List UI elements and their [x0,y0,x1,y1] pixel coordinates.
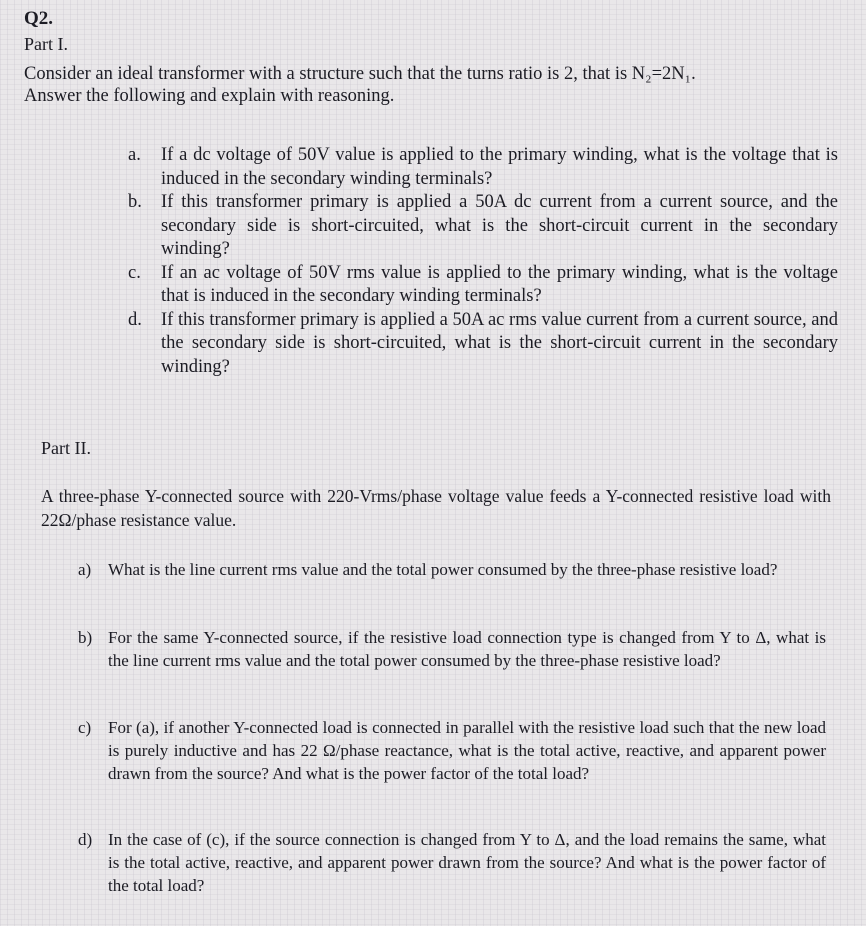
item-text: For (a), if another Y-connected load is connected in parallel with the resistive load such that the new load is purely inductive and has 22 Ω/phase reactance, what is the total active, reactive, and apparent power drawn from the source? And what is the power factor of the total load? [108,718,826,783]
part-1-intro-line-2: Answer the following and explain with reasoning. [24,86,395,106]
item-text: In the case of (c), if the source connection is changed from Y to Δ, and the load remains the same, what is the total active, reactive, and apparent power drawn from the source? And what is the power factor of the total load? [108,830,826,895]
item-label: b. [128,192,142,212]
list-item [128,144,838,191]
item-label: a) [78,560,92,579]
item-label: a. [128,145,141,165]
part-2-intro: A three-phase Y-connected source with 220-Vrms/phase voltage value feeds a Y-connected resistive load with 22Ω/phase resistance value. [41,486,831,530]
list-item [78,558,826,581]
item-label: c. [128,262,141,283]
list-item [128,309,838,380]
part-1-title: Part I. [24,34,68,54]
item-label: c) [78,718,92,737]
item-label: b) [78,628,93,647]
item-text: If this transformer primary is applied a 50A dc current from a current source, and the secondary side is short-circuited, what is the short-circuit current in the secondary winding? [161,192,838,259]
list-item [128,262,838,309]
item-label: d. [128,309,142,330]
list-item [78,716,826,785]
item-text: If a dc voltage of 50V value is applied to the primary winding, what is the voltage that is induced in the secondary winding terminals? [161,145,838,189]
list-item [78,828,826,897]
list-item [128,191,838,262]
item-text: What is the line current rms value and the total power consumed by the three-phase resistive load? [108,560,778,579]
item-label: d) [78,830,93,849]
item-text: If an ac voltage of 50V rms value is applied to the primary winding, what is the voltage that is induced in the secondary winding terminals? [161,262,838,306]
question-number: Q2. [24,8,54,29]
list-item [78,626,826,672]
item-text: If this transformer primary is applied a 50A ac rms value current from a current source, and the secondary side is short-circuited, what is the short-circuit current in the secondary winding? [161,309,838,377]
part-2-title: Part II. [41,438,91,458]
item-text: For the same Y-connected source, if the resistive load connection type is changed from Y to Δ, what is the line current rms value and the total power consumed by the three-phase resistive load? [108,628,826,670]
part-1-intro-line-1: Consider an ideal transformer with a structure such that the turns ratio is 2, that is N₂=2N₁. [24,64,696,84]
part-1-question-list [128,144,838,379]
